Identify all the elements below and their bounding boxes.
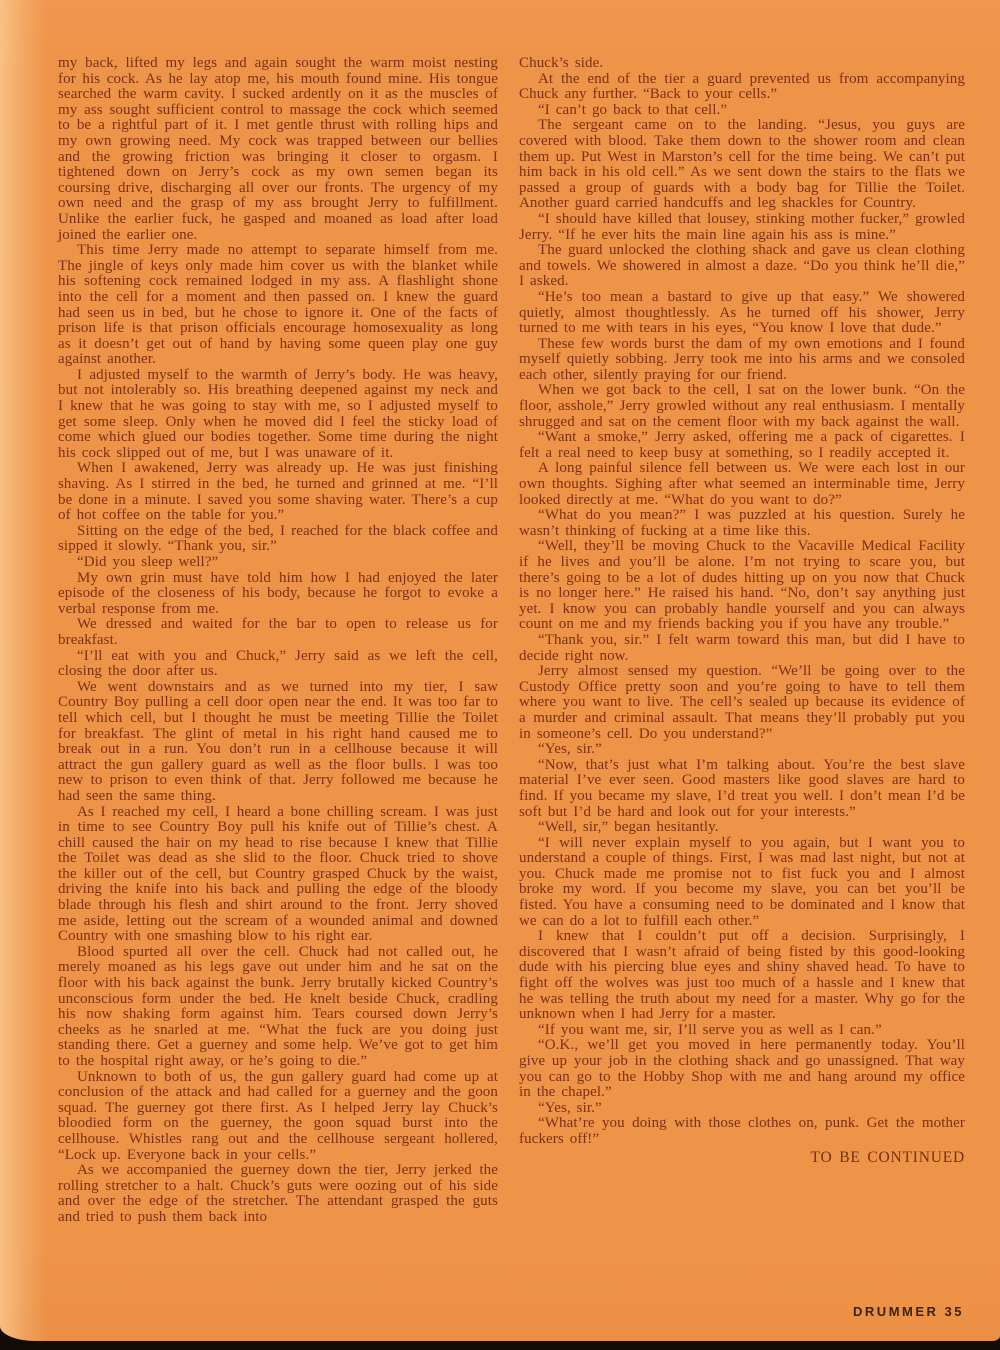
paragraph: my back, lifted my legs and again sought the warm moist nesting for his cock. As he lay atop me, his mouth found mine. His tongue searched the warm cavity. I sucked ardently on it as the muscles of my ass sought sufficient control to massage the cock which seemed to be a rightful part of it. I met gentle thrust with rolling hips and my own growing need. My cock was trapped between our bellies and the growing friction was bringing it closer to orgasm. I tightened down on Jerry’s cock as my own semen began its coursing drive, discharging all over our fronts. The urgency of my own need and the grasp of my ass brought Jerry to fulfillment. Unlike the earlier fuck, he gasped and moaned as load after load joined the earlier one. [58,55,498,243]
paragraph: “He’s too mean a bastard to give up that easy.” We showered quietly, almost thoughtlessly. As he turned off his shower, Jerry turned to me with tears in his eyes, “You know I love that dude.” [519,288,965,337]
paragraph: The sergeant came on to the landing. “Jesus, you guys are covered with blood. Take them down to the shower room and clean them up. Put West in Marston’s cell for the time being. We can’t put him back in his old cell.” As we sent down the stairs to the flats we passed a group of guards with a body bag for Tillie the Toilet. Another guard carried handcuffs and leg shackles for Country. [519,117,965,212]
paragraph: “I should have killed that lousey, stinking mother fucker,” growled Jerry. “If he ever hits the main line again his ass is mine.” [519,210,965,243]
paragraph: The guard unlocked the clothing shack and gave us clean clothing and towels. We showered in almost a daze. “Do you think he’ll die,” I asked. [519,242,965,290]
paragraph: These few words burst the dam of my own emotions and I found myself quietly sobbing. Jerry took me into his arms and we consoled each other, silently praying for our friend. [519,335,965,383]
text-column-right [519,56,965,1226]
paragraph: Chuck’s side. [519,55,604,71]
paragraph: “Did you sleep well?” [77,554,219,570]
paragraph: “I’ll eat with you and Chuck,” Jerry said as we left the cell, closing the door after us. [58,647,498,680]
paragraph: “O.K., we’ll get you moved in here permanently today. You’ll give up your job in the clothing shack and go unassigned. That way you can go to the Hobby Shop with me and hang around my office in the chapel.” [519,1037,965,1101]
paragraph: I adjusted myself to the warmth of Jerry’s body. He was heavy, but not intolerably so. His breathing deepened against my neck and I knew that he was going to stay with me, so I adjusted myself to get some sleep. Only when he moved did I feel the sticky load of come which glued our bodies together. Some time during the night his cock slipped out of me, but I was unaware of it. [58,366,498,461]
paragraph: I knew that I couldn’t put off a decision. Surprisingly, I discovered that I wasn’t afraid of being fisted by this good-looking dude with his piercing blue eyes and shiny shaved head. To have to fight off the wolves was just too much of a hassle and I knew that he was telling the truth about my need for a master. Why go for the unknown when I had Jerry for a master. [519,928,965,1023]
paragraph: “Yes, sir.” [538,741,602,758]
paragraph: Blood spurted all over the cell. Chuck had not called out, he merely moaned as his legs gave out under him and he sat on the floor with his back against the bunk. Jerry brutally kicked Country’s unconscious form under the bed. He knelt beside Chuck, cradling his now shaking form against him. Tears coursed down Jerry’s cheeks as he snarled at me. “What the fuck are you doing just standing there. Get a guerney and some help. We’ve got to get him to the hospital right away, or he’s going to die.” [58,943,498,1069]
paragraph: When we got back to the cell, I sat on the lower bunk. “On the floor, asshole,” Jerry growled without any real enthusiasm. I mentally shrugged and sat on the cement floor with my back against the wall. [519,382,965,430]
paragraph: At the end of the tier a guard prevented us from accompanying Chuck any further. “Back to your cells.” [519,70,965,103]
paragraph: As I reached my cell, I heard a bone chilling scream. I was just in time to see Country Boy pull his knife out of Tillie’s chest. A chill caused the hair on my head to rise because I knew that Tillie the Toilet was dead as she slid to the floor. Chuck tried to shove the killer out of the cell, but Country grasped Chuck by the waist, driving the knife into his back and pulling the edge of the bloody blade through his flesh and shirt around to the front. Jerry shoved me aside, letting out the scream of a wounded animal and downed Country with one smashing blow to his right ear. [58,803,498,945]
paragraph: “Want a smoke,” Jerry asked, offering me a pack of cigarettes. I felt a real need to keep busy at something, so I readily accepted it. [519,429,965,461]
paragraph: “I can’t go back to that cell.” [538,101,728,118]
paragraph: My own grin must have told him how I had enjoyed the later episode of the closeness of his body, because he forgot to evoke a verbal response from me. [58,569,498,617]
magazine-page-footer: DRUMMER 35 [853,1304,964,1319]
paragraph: “Well, sir,” began hesitantly. [538,819,719,836]
paragraph: Jerry almost sensed my question. “We’ll be going over to the Custody Office pretty soon and you’re going to have to tell them where you want to live. The cell’s sealed up because its evidence of a murder and criminal assault. That means they’ll probably put you in someone’s cell. Do you understand?” [519,663,965,742]
paragraph: We dressed and waited for the bar to open to release us for breakfast. [58,616,498,648]
paragraph: “Thank you, sir.” I felt warm toward this man, but did I have to decide right now. [519,631,965,664]
paragraph: When I awakened, Jerry was already up. He was just finishing shaving. As I stirred in the bed, he turned and grinned at me. “I’ll be done in a minute. I saved you some shaving water. There’s a cup of hot coffee on the table for you.” [58,460,498,524]
paragraph: A long painful silence fell between us. We were each lost in our own thoughts. Sighing after what seemed an interminable time, Jerry looked directly at me. “What do you want to do?” [519,460,965,508]
paragraph: We went downstairs and as we turned into my tier, I saw Country Boy pulling a cell door open near the end. It was too far to tell which cell, but I thought he must be meeting Tillie the Toilet for breakfast. The glint of metal in his right hand caused me to break out in a run. You don’t run in a cellhouse because it will attract the gun gallery guard as well as the floor bulls. I was too new to prison to even think of that. Jerry followed me because he had seen the same thing. [58,678,498,804]
paragraph: “Now, that’s just what I’m talking about. You’re the best slave material I’ve ever seen. Good masters like good slaves are hard to find. If you became my slave, I’d treat you well. I don’t mean I’d be soft but I’d be hard and look out for your interests.” [519,756,965,820]
paragraph: As we accompanied the guerney down the tier, Jerry jerked the rolling stretcher to a halt. Chuck’s guts were oozing out of his side and over the edge of the stretcher. The attendant grasped the guts and tried to push them back into [58,1162,498,1225]
paragraph: “Well, they’ll be moving Chuck to the Vacaville Medical Facility if he lives and you’ll be alone. I’m not trying to scare you, but there’s going to be a lot of dudes hitting up on you now that Chuck is no longer here.” He raised his hand. “No, don’t say anything just yet. I know you can probably handle yourself and you can always count on me and my friends backing you if you have any trouble.” [519,538,965,633]
paragraph: Sitting on the edge of the bed, I reached for the black coffee and sipped it slowly. “Thank you, sir.” [58,522,498,555]
paragraph: This time Jerry made no attempt to separate himself from me. The jingle of keys only made him cover us with the blanket while his softening cock remained lodged in my ass. A flashlight shone into the cell for a moment and then passed on. I knew the guard had seen us in bed, but he chose to ignore it. One of the facts of prison life is that prison officials encourage homosexuality as long as it doesn’t get out of hand by having some queen play one guy against another. [58,242,498,368]
article-body [58,56,965,1226]
paragraph: “What’re you doing with those clothes on, punk. Get the mother fuckers off!” [519,1115,965,1147]
paragraph: “I will never explain myself to you again, but I want you to understand a couple of things. First, I was mad last night, but not at you. Chuck made me promise not to fist fuck you and I almost broke my word. If you become my slave, you can bet you’ll be fisted. You have a consuming need to be dominated and I know that we can do a lot to fulfill each other.” [519,834,965,929]
to-be-continued-note: TO BE CONTINUED [810,1148,965,1166]
paragraph: “What do you mean?” I was puzzled at his question. Surely he wasn’t thinking of fucking at a time like this. [519,507,965,539]
paragraph: “Yes, sir.” [538,1099,602,1116]
paragraph: Unknown to both of us, the gun gallery guard had come up at conclusion of the attack and had called for a guerney and the goon squad. The guerney got there first. As I helped Jerry lay Chuck’s bloodied form on the guerney, the goon squad burst into the cellhouse. Whistles rang out and the cellhouse sergeant hollered, “Lock up. Everyone back in your cells.” [58,1068,498,1163]
text-column-left [58,56,498,1226]
paragraph: “If you want me, sir, I’ll serve you as well as I can.” [538,1021,882,1038]
